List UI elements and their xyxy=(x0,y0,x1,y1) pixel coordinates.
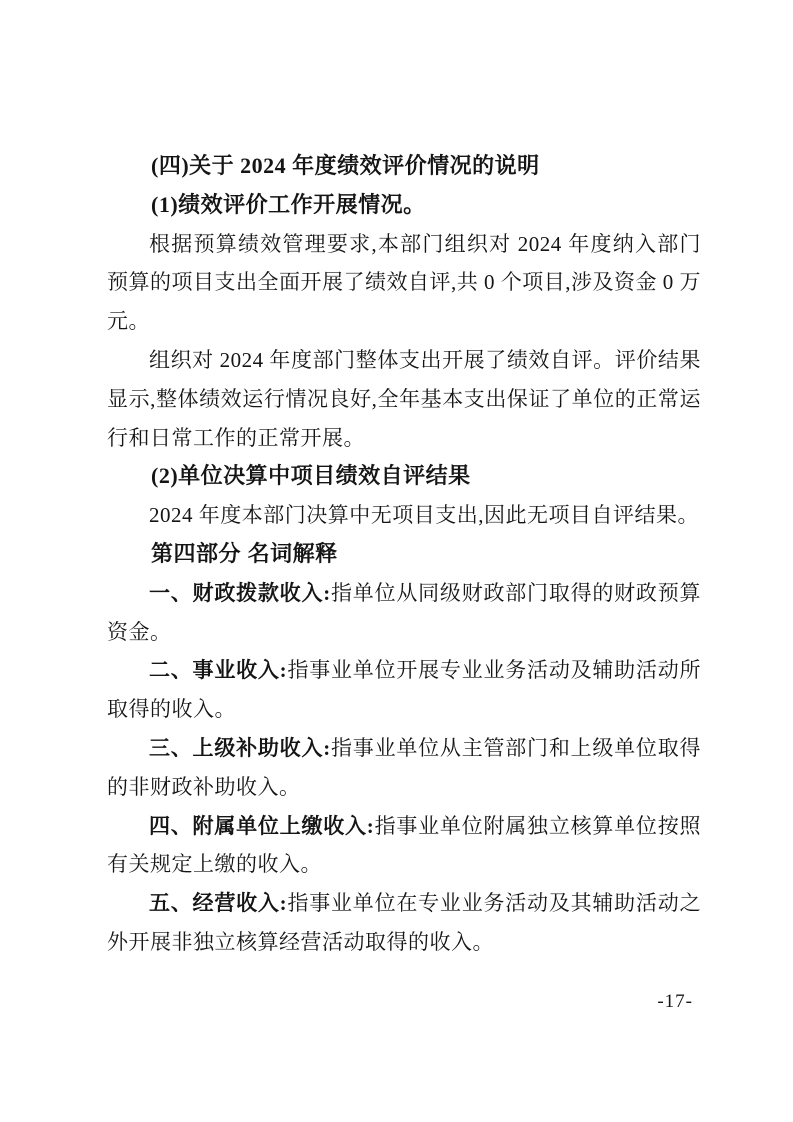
term-operational-income xyxy=(107,651,701,729)
term-text-business-operation-income: 指事业单位在专业业务活动及其辅助活动之外开展非独立核算经营活动取得的收入。 xyxy=(107,891,702,954)
document-content xyxy=(107,147,701,962)
term-label-business-operation-income: 五、经营收入: xyxy=(149,891,288,916)
paragraph-no-project-result: 2024 年度本部门决算中无项目支出,因此无项目自评结果。 xyxy=(149,503,699,528)
term-label-fiscal-appropriation-income: 一、财政拨款收入: xyxy=(149,580,331,605)
item-1-heading: (1)绩效评价工作开展情况。 xyxy=(151,191,426,217)
section-4-heading: (四)关于 2024 年度绩效评价情况的说明 xyxy=(151,153,540,178)
term-label-affiliated-unit-remittance-income: 四、附属单位上缴收入: xyxy=(149,813,375,838)
term-business-operation-income xyxy=(107,884,701,962)
term-text-superior-subsidy-income: 指事业单位从主管部门和上级单位取得的非财政补助收入。 xyxy=(107,735,701,799)
term-superior-subsidy-income xyxy=(107,729,701,807)
page-number: -17- xyxy=(657,991,693,1012)
term-fiscal-appropriation-income xyxy=(107,574,701,652)
paragraph-project-self-evaluation: 根据预算绩效管理要求,本部门组织对 2024 年度纳入部门预算的项目支出全面开展了绩效自评,共 0 个项目,涉及资金 0 万元。 xyxy=(107,231,701,334)
item-2-heading: (2)单位决算中项目绩效自评结果 xyxy=(151,463,471,489)
part-4-heading: 第四部分 名词解释 xyxy=(151,540,338,566)
term-text-fiscal-appropriation-income: 指单位从同级财政部门取得的财政预算资金。 xyxy=(107,580,701,644)
term-label-superior-subsidy-income: 三、上级补助收入: xyxy=(149,735,331,760)
term-text-operational-income: 指事业单位开展专业业务活动及辅助活动所取得的收入。 xyxy=(107,658,702,722)
term-text-affiliated-unit-remittance-income: 指事业单位附属独立核算单位按照有关规定上缴的收入。 xyxy=(107,813,701,877)
paragraph-overall-expenditure-evaluation: 组织对 2024 年度部门整体支出开展了绩效自评。评价结果显示,整体绩效运行情况良好,全年基本支出保证了单位的正常运行和日常工作的正常开展。 xyxy=(107,347,701,450)
term-affiliated-unit-remittance-income xyxy=(107,807,701,885)
term-label-operational-income: 二、事业收入: xyxy=(149,658,288,683)
